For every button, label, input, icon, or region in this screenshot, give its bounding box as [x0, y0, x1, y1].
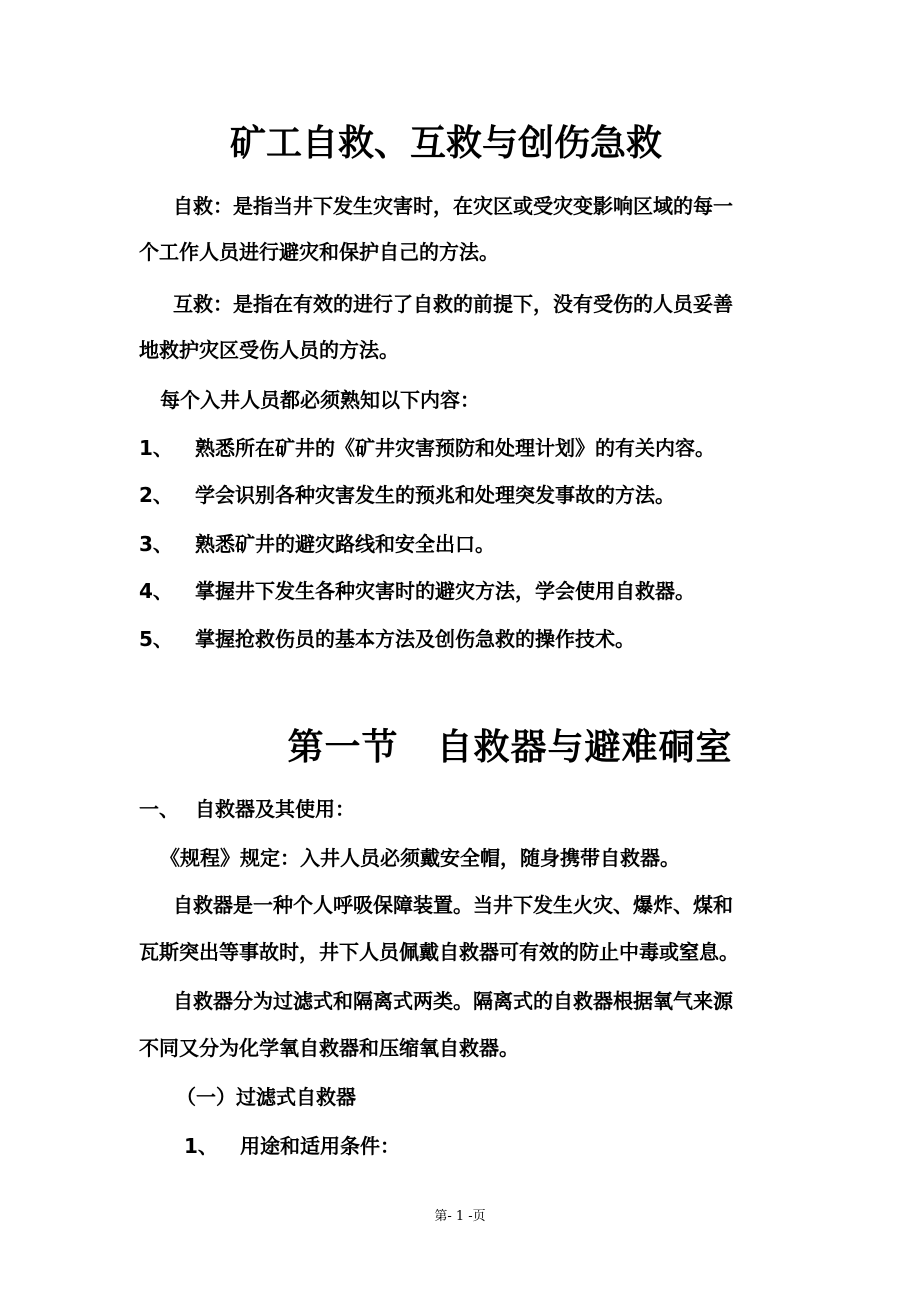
self-rescue-definition-line2: 个工作人员进行避灾和保护自己的方法。 — [139, 240, 499, 264]
section-title-text: 自救器与避难硐室 — [436, 727, 733, 768]
filter-self-rescuer-heading: （一）过滤式自救器 — [176, 1085, 356, 1109]
page-number-footer: 第- 1 -页 — [434, 1209, 486, 1224]
point-number: 1、 — [184, 1134, 218, 1158]
list-item-number: 1、 — [139, 436, 173, 460]
mutual-rescue-definition-line2: 地救护灾区受伤人员的方法。 — [139, 338, 399, 362]
list-item-text: 学会识别各种灾害发生的预兆和处理突发事故的方法。 — [195, 483, 675, 507]
document-title: 矿工自救、互救与创伤急救 — [229, 123, 662, 164]
subsection-title: 自救器及其使用： — [195, 797, 355, 821]
self-rescuer-description-line2: 瓦斯突出等事故时，井下人员佩戴自救器可有效的防止中毒或窒息。 — [139, 940, 739, 964]
self-rescuer-types-line2: 不同又分为化学氧自救器和压缩氧自救器。 — [139, 1036, 519, 1060]
point-text: 用途和适用条件： — [240, 1134, 400, 1158]
list-item-text: 熟悉所在矿井的《矿井灾害预防和处理计划》的有关内容。 — [195, 436, 715, 460]
section-title-number: 第一节 — [287, 727, 399, 768]
self-rescue-definition-line1: 自救：是指当井下发生灾害时，在灾区或受灾变影响区域的每一 — [173, 194, 733, 218]
list-item-text: 掌握抢救伤员的基本方法及创伤急救的操作技术。 — [195, 627, 635, 651]
list-item-text: 熟悉矿井的避灾路线和安全出口。 — [195, 532, 495, 556]
regulation-rule: 《规程》规定：入井人员必须戴安全帽，随身携带自救器。 — [160, 846, 680, 870]
list-item-text: 掌握井下发生各种灾害时的避灾方法，学会使用自救器。 — [195, 579, 695, 603]
subsection-number: 一、 — [139, 797, 179, 821]
list-item-number: 4、 — [139, 579, 173, 603]
self-rescuer-description-line1: 自救器是一种个人呼吸保障装置。当井下发生火灾、爆炸、煤和 — [173, 893, 733, 917]
list-item-number: 2、 — [139, 483, 173, 507]
list-item-number: 5、 — [139, 627, 173, 651]
section-title — [50, 726, 920, 770]
requirements-intro: 每个入井人员都必须熟知以下内容： — [160, 388, 480, 412]
mutual-rescue-definition-line1: 互救：是指在有效的进行了自救的前提下，没有受伤的人员妥善 — [173, 292, 733, 316]
self-rescuer-types-line1: 自救器分为过滤式和隔离式两类。隔离式的自救器根据氧气来源 — [173, 989, 733, 1013]
list-item-number: 3、 — [139, 532, 173, 556]
